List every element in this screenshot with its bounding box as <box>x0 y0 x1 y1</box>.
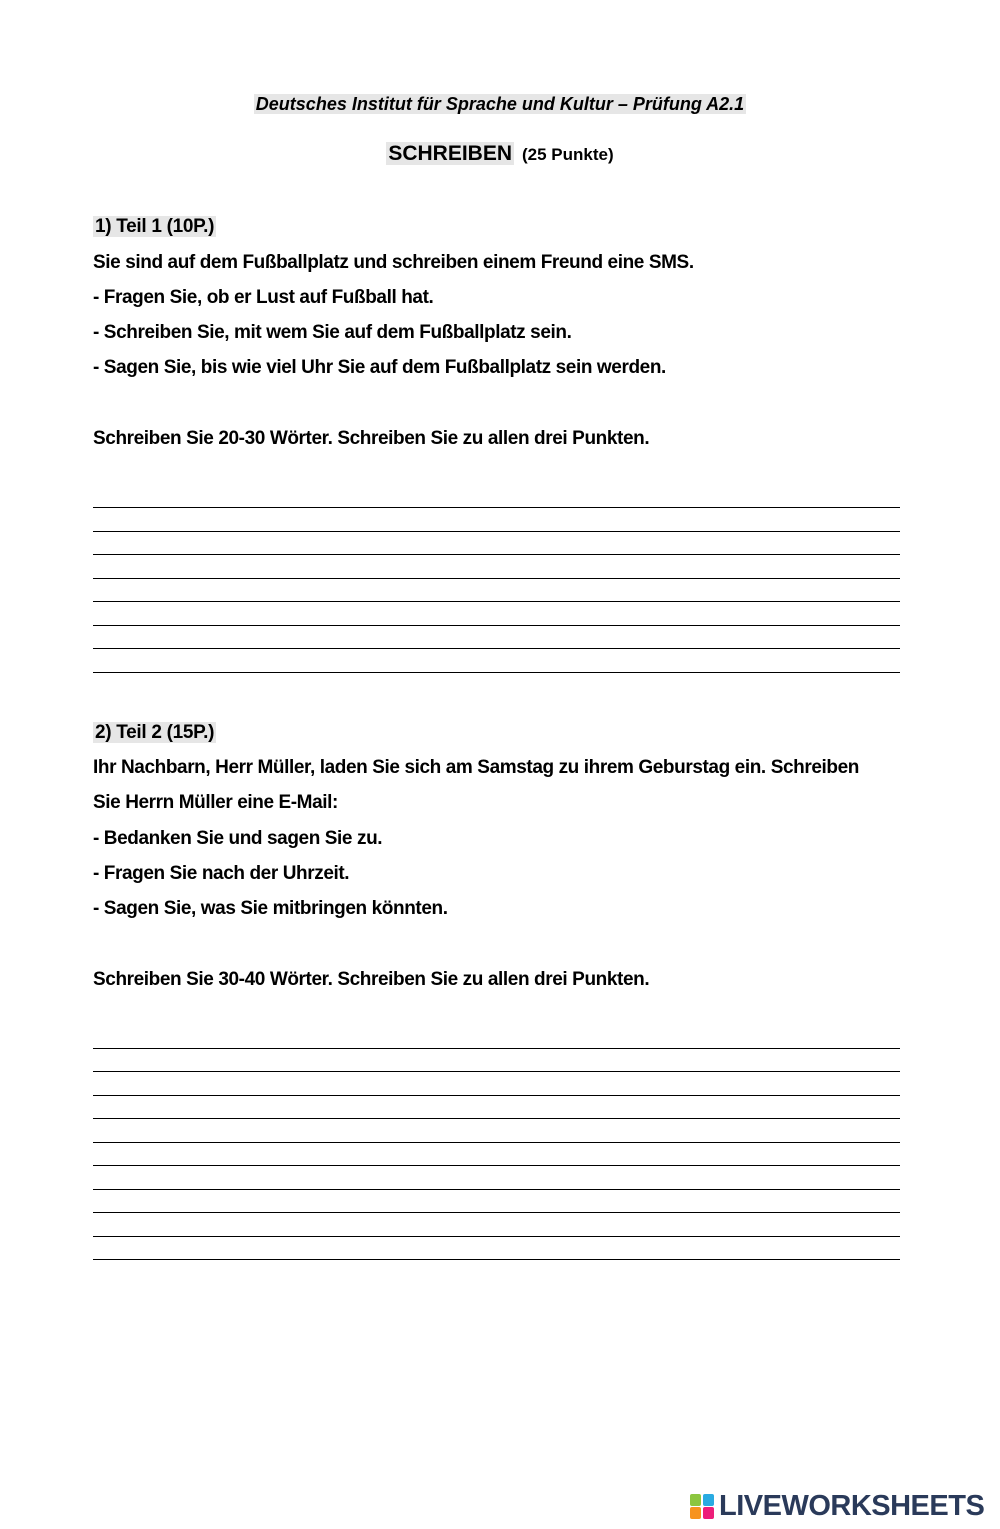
logo-text: LIVEWORKSHEETS <box>719 1490 985 1522</box>
part2-instruction: Schreiben Sie 30-40 Wörter. Schreiben Sie zu allen drei Punkten. <box>93 969 650 990</box>
logo-square-icon <box>690 1507 701 1519</box>
part2-task-line1: Ihr Nachbarn, Herr Müller, laden Sie sich am Samstag zu ihrem Geburstag ein. Schreiben <box>93 757 859 778</box>
part2-heading-label: 2) Teil 2 (15P.) <box>95 722 215 743</box>
part1-instruction: Schreiben Sie 20-30 Wörter. Schreiben Sie zu allen drei Punkten. <box>93 428 650 449</box>
answer-line[interactable] <box>93 672 900 673</box>
logo-square-icon <box>690 1494 701 1506</box>
answer-line[interactable] <box>93 1118 900 1119</box>
schreiben-title: SCHREIBEN <box>388 142 513 165</box>
part1-task: Sie sind auf dem Fußballplatz und schreiben einem Freund eine SMS. <box>93 252 694 273</box>
part1-bullet: - Fragen Sie, ob er Lust auf Fußball hat. <box>93 287 434 308</box>
answer-line[interactable] <box>93 1212 900 1213</box>
exam-header <box>0 92 1000 116</box>
part2-heading <box>93 721 216 745</box>
part2-bullet: - Sagen Sie, was Sie mitbringen könnten. <box>93 898 448 919</box>
answer-line[interactable] <box>93 1189 900 1190</box>
answer-line[interactable] <box>93 625 900 626</box>
answer-line[interactable] <box>93 554 900 555</box>
answer-line[interactable] <box>93 648 900 649</box>
answer-line[interactable] <box>93 1095 900 1096</box>
part2-bullet: - Bedanken Sie und sagen Sie zu. <box>93 828 383 849</box>
part1-heading-label: 1) Teil 1 (10P.) <box>95 216 215 237</box>
answer-line[interactable] <box>93 1071 900 1072</box>
part2-task-line2: Sie Herrn Müller eine E-Mail: <box>93 792 338 813</box>
part1-bullet: - Sagen Sie, bis wie viel Uhr Sie auf dem Fußballplatz sein werden. <box>93 357 666 378</box>
institute-title: Deutsches Institut für Sprache und Kultur – Prüfung A2.1 <box>255 94 745 114</box>
logo-square-icon <box>703 1494 714 1506</box>
answer-line[interactable] <box>93 1259 900 1260</box>
answer-line[interactable] <box>93 1165 900 1166</box>
part2-bullet: - Fragen Sie nach der Uhrzeit. <box>93 863 350 884</box>
answer-line[interactable] <box>93 1142 900 1143</box>
answer-line[interactable] <box>93 507 900 508</box>
liveworksheets-logo-icon <box>690 1492 716 1520</box>
answer-line[interactable] <box>93 531 900 532</box>
section-title <box>0 140 1000 170</box>
liveworksheets-logo[interactable] <box>690 1490 984 1522</box>
answer-line[interactable] <box>93 578 900 579</box>
answer-line[interactable] <box>93 601 900 602</box>
logo-square-icon <box>703 1507 714 1519</box>
answer-line[interactable] <box>93 1236 900 1237</box>
total-points: (25 Punkte) <box>522 145 614 164</box>
part1-heading <box>93 215 216 239</box>
part1-bullet: - Schreiben Sie, mit wem Sie auf dem Fußballplatz sein. <box>93 322 572 343</box>
answer-line[interactable] <box>93 1048 900 1049</box>
